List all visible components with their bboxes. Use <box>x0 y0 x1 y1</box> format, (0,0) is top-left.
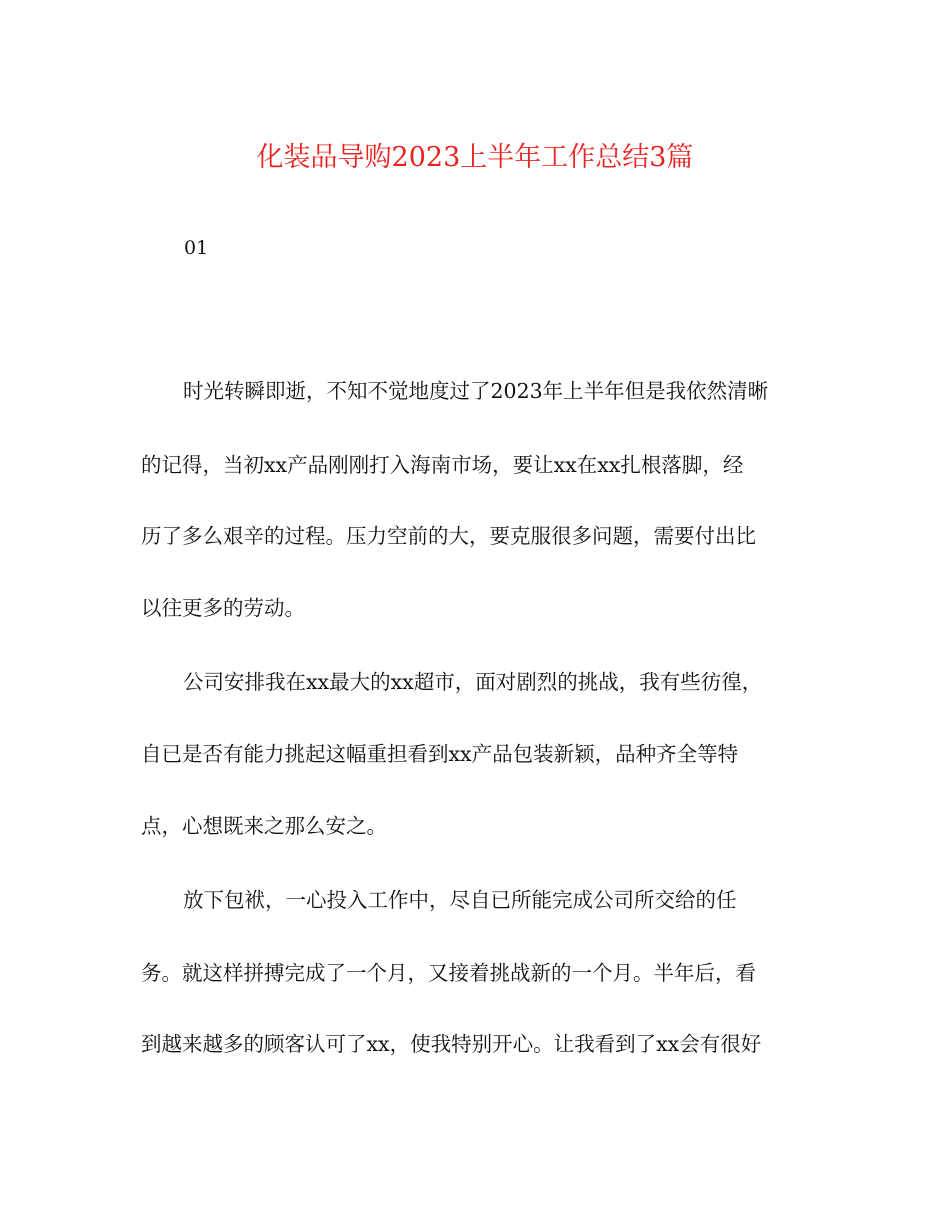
paragraph-3-line-2: 务。就这样拼搏完成了一个月，又接着挑战新的一个月。半年后，看 <box>141 961 756 985</box>
paragraph-3-line-3: 到越来越多的顾客认可了xx，使我特别开心。让我看到了xx会有很好 <box>141 1032 762 1056</box>
paragraph-2-line-2: 自已是否有能力挑起这幅重担看到xx产品包装新颖，品种齐全等特 <box>141 742 739 766</box>
paragraph-2-line-1: 公司安排我在xx最大的xx超市，面对剧烈的挑战，我有些彷徨， <box>183 670 763 694</box>
document-title: 化装品导购2023上半年工作总结3篇 <box>256 142 694 173</box>
paragraph-1-line-2: 的记得，当初xx产品刚刚打入海南市场，要让xx在xx扎根落脚，经 <box>141 453 744 477</box>
paragraph-1-line-4: 以往更多的劳动。 <box>141 596 305 620</box>
section-number: 01 <box>184 237 209 259</box>
paragraph-1-line-1: 时光转瞬即逝，不知不觉地度过了2023年上半年但是我依然清晰 <box>183 379 769 403</box>
paragraph-1-line-3: 历了多么艰辛的过程。压力空前的大，要克服很多问题，需要付出比 <box>141 524 756 548</box>
paragraph-3-line-1: 放下包袱，一心投入工作中，尽自已所能完成公司所交给的任 <box>183 888 737 912</box>
paragraph-2-line-3: 点，心想既来之那么安之。 <box>141 814 387 838</box>
